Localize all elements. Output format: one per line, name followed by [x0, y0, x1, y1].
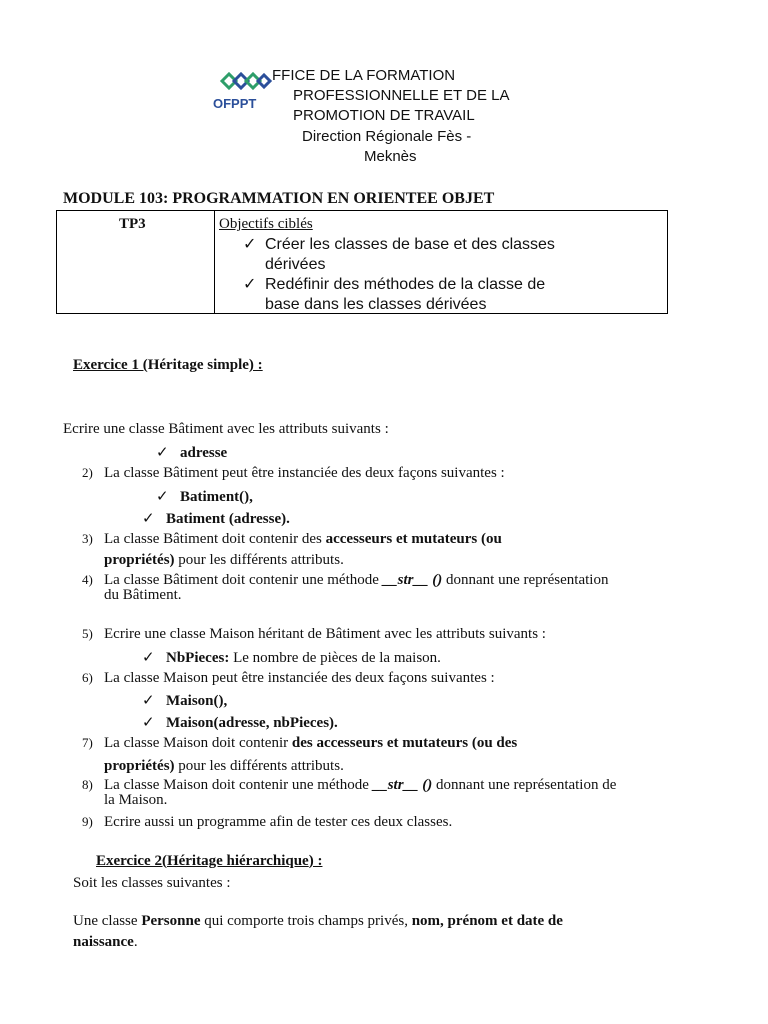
objective-2-cont: base dans les classes dérivées: [265, 296, 487, 313]
check-icon: ✓: [142, 693, 155, 709]
ex1-item-7-cont: propriétés) pour les différents attributs.: [104, 758, 344, 774]
exercise-1-title: Exercice 1 (Héritage simple) :: [73, 357, 263, 373]
objective-2: ✓ Redéfinir des méthodes de la classe de: [243, 276, 546, 293]
ex1-item-2: 2) La classe Bâtiment peut être instanciée des deux façons suivantes :: [82, 465, 505, 481]
ex1-item-4-cont: du Bâtiment.: [104, 587, 182, 603]
check-icon: ✓: [142, 511, 155, 527]
check-icon: ✓: [142, 715, 155, 731]
tp-table: [56, 210, 668, 314]
check-icon: ✓: [142, 650, 155, 666]
ex1-item-5: 5) Ecrire une classe Maison héritant de Bâtiment avec les attributs suivants :: [82, 626, 546, 642]
objective-1: ✓ Créer les classes de base et des classes: [243, 236, 555, 253]
ex1-attr-nbpieces: ✓ NbPieces: Le nombre de pièces de la maison.: [142, 650, 441, 666]
objective-1-cont: dérivées: [265, 256, 326, 273]
header-line-3: PROMOTION DE TRAVAIL: [293, 107, 475, 124]
ex2-paragraph-1-cont: naissance.: [73, 934, 138, 950]
header-line-2: PROFESSIONNELLE ET DE LA: [293, 87, 510, 104]
svg-text:OFPPT: OFPPT: [213, 96, 257, 111]
module-title: MODULE 103: PROGRAMMATION EN ORIENTEE OBJET: [63, 190, 495, 207]
ex2-intro: Soit les classes suivantes :: [73, 875, 231, 891]
header-line-1: FFICE DE LA FORMATION: [272, 67, 456, 84]
ex1-item-6: 6) La classe Maison peut être instanciée des deux façons suivantes :: [82, 670, 495, 686]
ex1-ctor-4: ✓ Maison(adresse, nbPieces).: [142, 715, 338, 731]
exercise-2-title: Exercice 2(Héritage hiérarchique) :: [96, 853, 323, 869]
ex1-item-7: 7) La classe Maison doit contenir des accesseurs et mutateurs (ou des: [82, 735, 518, 751]
ex2-paragraph-1: Une classe Personne qui comporte trois champs privés, nom, prénom et date de: [73, 913, 563, 929]
ofppt-logo: [212, 68, 272, 112]
ex1-ctor-1: ✓ Batiment(),: [156, 489, 253, 505]
check-icon: ✓: [243, 276, 257, 293]
ex1-item-3: 3) La classe Bâtiment doit contenir des accesseurs et mutateurs (ou: [82, 531, 502, 547]
tp-label: TP3: [119, 216, 146, 232]
ex1-item-8: 8) La classe Maison doit contenir une méthode __str__ () donnant une représentation de: [82, 777, 617, 793]
objectives-label: Objectifs ciblés: [219, 216, 313, 232]
header-line-4: Direction Régionale Fès -: [302, 128, 472, 145]
check-icon: ✓: [243, 236, 257, 253]
check-icon: ✓: [156, 445, 169, 461]
ex1-item-8-cont: la Maison.: [104, 792, 168, 808]
ex1-item-3-cont: propriétés) pour les différents attributs.: [104, 552, 344, 568]
ex1-item-4: 4) La classe Bâtiment doit contenir une méthode __str__ () donnant une représentation: [82, 572, 609, 588]
header-line-5: Meknès: [364, 148, 417, 165]
ex1-attr-adresse: ✓ adresse: [156, 445, 228, 461]
ex1-ctor-2: ✓ Batiment (adresse).: [142, 511, 290, 527]
table-divider: [214, 211, 215, 313]
check-icon: ✓: [156, 489, 169, 505]
ex1-item-9: 9) Ecrire aussi un programme afin de tester ces deux classes.: [82, 814, 453, 830]
ex1-ctor-3: ✓ Maison(),: [142, 693, 228, 709]
ex1-intro: Ecrire une classe Bâtiment avec les attributs suivants :: [63, 421, 389, 437]
